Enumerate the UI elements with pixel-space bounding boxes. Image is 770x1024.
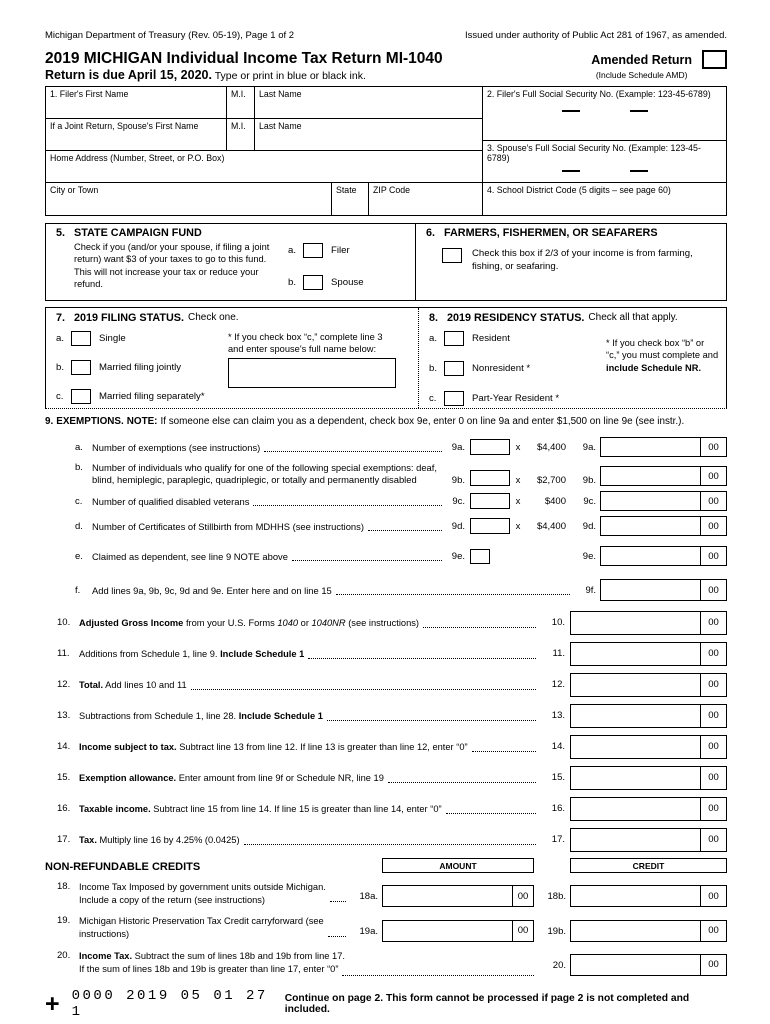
line-14-text: Subtract line 13 from line 12. If line 13 is greater than line 12, enter “0” (176, 741, 468, 752)
line-9d-label: Number of Certificates of Stillbirth from MDHHS (see instructions) (92, 520, 364, 532)
line-9a-tag: 9a. (451, 441, 465, 453)
line-9c-amount-field[interactable] (600, 491, 700, 511)
line-12-text: Add lines 10 and 11 (103, 679, 187, 690)
line-9a-letter: a. (75, 441, 83, 453)
campaign-spouse-label: Spouse (331, 277, 364, 288)
amount-column-header: AMOUNT (382, 858, 534, 873)
zip-label: ZIP Code (373, 185, 411, 195)
filer-ssn-label: 2. Filer's Full Social Security No. (Example: 123-45-6789) (487, 89, 711, 99)
filer-last-name-field[interactable] (255, 87, 482, 118)
form-barcode-number: 0000 2019 05 01 27 1 (71, 987, 268, 1020)
dotted-leader (336, 585, 570, 595)
line-9a-tag2: 9a. (582, 441, 596, 453)
spouse-mi-field[interactable] (227, 119, 255, 150)
line-10-number: 10. (57, 617, 71, 629)
line-13-amount-field[interactable] (570, 704, 700, 728)
section-filing-status (46, 308, 418, 408)
line-16-amount-field[interactable] (570, 797, 700, 821)
farmers-checkbox[interactable] (442, 248, 462, 263)
line-9b-row (45, 462, 727, 486)
identity-table (45, 86, 727, 216)
line-19a-tag: 19a. (359, 925, 378, 937)
line-10-bold: Adjusted Gross Income (79, 617, 184, 628)
line-9d-cents: 00 (700, 516, 727, 536)
campaign-filer-letter: a. (288, 245, 297, 256)
line-20-row (45, 950, 727, 976)
line-9c-tag: 9c. (452, 495, 465, 507)
school-district-code-field[interactable] (483, 183, 726, 215)
line-10-text3: (see instructions) (345, 617, 419, 628)
line-9f-label: Add lines 9a, 9b, 9c, 9d and 9e. Enter here and on line 15 (92, 584, 332, 596)
filer-mi-field[interactable] (227, 87, 255, 118)
residency-note-bold: include Schedule NR. (606, 362, 702, 373)
line-9d-count-field[interactable] (470, 518, 510, 534)
ssn-dash (562, 110, 580, 112)
line-20-label (79, 950, 538, 976)
line-9d-amount-field[interactable] (600, 516, 700, 536)
filer-first-name-label: 1. Filer's First Name (50, 89, 129, 99)
line-11-tag: 11. (552, 648, 565, 660)
line-15-text: Enter amount from line 9f or Schedule NR, line 19 (176, 772, 384, 783)
spouse-full-name-entry-box[interactable] (228, 358, 396, 388)
top-meta-row (45, 30, 727, 41)
spouse-mi-label: M.I. (231, 121, 246, 131)
line-20-cents: 00 (700, 954, 727, 976)
line-13-row (45, 700, 727, 731)
sections-7-8 (45, 307, 727, 409)
line-11-amount-field[interactable] (570, 642, 700, 666)
residency-note-text: * If you check box “b” or “c,” you must complete and (606, 338, 719, 361)
line-13-text: Subtractions from Schedule 1, line 28. (79, 710, 239, 721)
spouse-ssn-label: 3. Spouse's Full Social Security No. (Example: 123-45-6789) (487, 143, 701, 163)
dotted-leader (191, 680, 536, 690)
line-9e-cents: 00 (700, 546, 727, 566)
campaign-filer-checkbox[interactable] (303, 243, 323, 258)
dotted-leader (308, 649, 536, 659)
line-18-text2: Include a copy of the return (see instructions) (79, 895, 266, 906)
line-20-bold: Income Tax. (79, 950, 133, 961)
line-12-number: 12. (57, 679, 71, 691)
line-9f-letter: f. (75, 584, 81, 596)
line-10-text2: or (298, 617, 312, 628)
line-9d-value: $4,400 (536, 520, 566, 532)
line-20-tag: 20. (552, 959, 566, 971)
section8-subtitle: Check all that apply. (588, 312, 678, 323)
line-15-amount-field[interactable] (570, 766, 700, 790)
section6-body-text: Check this box if 2/3 of your income is from farming, fishing, or seafaring. (472, 248, 693, 272)
line-9c-tag2: 9c. (583, 495, 596, 507)
school-district-label: 4. School District Code (5 digits – see page 60) (487, 185, 671, 195)
amended-return-label: Amended Return (591, 52, 692, 67)
line-16-number: 16. (57, 803, 71, 815)
line-18a-amount-field[interactable] (382, 885, 512, 907)
line-20-text2: If the sum of lines 18b and 19b is greater than line 17, enter “0” (79, 963, 339, 974)
claimed-as-dependent-checkbox[interactable] (470, 549, 490, 564)
campaign-filer-label: Filer (331, 245, 350, 256)
line-9a-multiplier: x (515, 441, 521, 453)
zip-field[interactable] (369, 183, 482, 215)
filing-b-letter: b. (56, 362, 65, 373)
line-19a-cents: 00 (512, 920, 534, 942)
filing-married-separate-checkbox[interactable] (71, 389, 91, 404)
line-9c-row (45, 491, 727, 511)
credits-section-title: NON-REFUNDABLE CREDITS (45, 861, 201, 874)
line-14-bold: Income subject to tax. (79, 741, 177, 752)
line-19a-amount-field[interactable] (382, 920, 512, 942)
line-18-row (45, 881, 727, 907)
line-10-italic2: 1040NR (311, 617, 346, 628)
line-9e-tag: 9e. (451, 550, 465, 562)
amended-return-block (591, 50, 727, 80)
line-19-number: 19. (57, 915, 71, 927)
line-17-bold: Tax. (79, 834, 97, 845)
line-9b-cents: 00 (700, 466, 727, 486)
section6-title: FARMERS, FISHERMEN, OR SEAFARERS (444, 227, 658, 239)
line-14-cents: 00 (700, 735, 727, 759)
line-9c-letter: c. (75, 495, 83, 507)
line-9f-cents: 00 (700, 579, 727, 601)
line-9e-row (45, 546, 727, 566)
spouse-ssn-dashes (487, 170, 722, 172)
amended-return-sub: (Include Schedule AMD) (595, 70, 688, 80)
line-10-italic1: 1040 (277, 617, 299, 628)
line-18-text1: Income Tax Imposed by government units outside Michigan. (79, 882, 326, 893)
line-9c-value: $400 (544, 495, 566, 507)
line-18b-tag: 18b. (547, 891, 566, 903)
line-9a-amount-field[interactable] (600, 437, 700, 457)
page-title: 2019 MICHIGAN Individual Income Tax Return MI-1040 (45, 50, 443, 67)
section5-number: 5. (56, 227, 66, 239)
section7-subtitle: Check one. (188, 312, 239, 323)
residency-b-letter: b. (429, 363, 438, 374)
line-9a-label: Number of exemptions (see instructions) (92, 441, 261, 453)
page-footer (45, 988, 727, 1020)
line-20-text1: Subtract the sum of lines 18b and 19b from line 17. (132, 950, 345, 961)
line-18b-cents: 00 (700, 885, 727, 907)
dotted-leader (253, 496, 442, 506)
filing-status-note-area (228, 331, 398, 418)
residency-nonresident-label: Nonresident * (472, 363, 531, 374)
spouse-last-name-field[interactable] (255, 119, 482, 150)
dotted-leader (342, 966, 534, 976)
line-17-amount-field[interactable] (570, 828, 700, 852)
line-17-text: Multiply line 16 by 4.25% (0.0425) (96, 834, 240, 845)
line-10-tag: 10. (551, 617, 565, 629)
due-date-rest: Type or print in blue or black ink. (214, 70, 366, 82)
filing-married-joint-checkbox[interactable] (71, 360, 91, 375)
filer-ssn-dashes (487, 110, 722, 112)
line-15-label (79, 773, 384, 783)
dotted-leader (423, 618, 536, 628)
section9-note-label: NOTE: (126, 416, 158, 427)
line-13-tag: 13. (551, 710, 565, 722)
line-18-number: 18. (57, 881, 71, 893)
line-12-bold: Total. (79, 679, 104, 690)
section7-number: 7. (56, 312, 66, 324)
section8-number: 8. (429, 312, 439, 324)
line-9a-value: $4,400 (536, 441, 566, 453)
residency-resident-label: Resident (472, 333, 510, 344)
section5-title: STATE CAMPAIGN FUND (74, 227, 202, 239)
continue-note: Continue on page 2. This form cannot be processed if page 2 is not completed and included. (284, 992, 690, 1015)
identity-right (482, 87, 726, 215)
line-9f-amount-field[interactable] (600, 579, 700, 601)
line-10-label (79, 618, 419, 628)
line-9c-cents: 00 (700, 491, 727, 511)
residency-options (429, 331, 606, 421)
line-9e-tag2: 9e. (582, 550, 596, 562)
spouse-last-name-label: Last Name (259, 121, 302, 131)
line-15-number: 15. (57, 772, 71, 784)
section8-title: 2019 RESIDENCY STATUS. (447, 312, 585, 324)
line-19-row (45, 915, 727, 941)
dotted-leader (330, 892, 346, 902)
filer-first-name-field[interactable] (46, 87, 227, 118)
due-date-bold: Return is due April 15, 2020. (45, 68, 212, 82)
line-14-amount-field[interactable] (570, 735, 700, 759)
line-9b-letter: b. (75, 462, 83, 473)
due-date-line (45, 68, 443, 82)
city-label: City or Town (50, 185, 99, 195)
ssn-dash (562, 170, 580, 172)
line-9d-multiplier: x (515, 520, 521, 532)
line-9c-label: Number of qualified disabled veterans (92, 495, 250, 507)
line-11-label (79, 649, 304, 659)
campaign-spouse-checkbox[interactable] (303, 275, 323, 290)
filing-married-joint-label: Married filing jointly (99, 362, 182, 373)
line-9e-amount-field[interactable] (600, 546, 700, 566)
title-row (45, 50, 727, 82)
home-address-field[interactable] (46, 151, 482, 182)
dotted-leader (264, 442, 442, 452)
filing-c-letter: c. (56, 391, 64, 402)
section6-number: 6. (426, 227, 436, 239)
section5-body-text: Check if you (and/or your spouse, if filing a joint return) want $3 of your taxes to go to this fund. This will not increase your tax or reduce your refund. (74, 242, 270, 289)
line-12-label (79, 680, 187, 690)
line-20-number: 20. (57, 949, 71, 961)
line-17-cents: 00 (700, 828, 727, 852)
campaign-spouse-letter: b. (288, 277, 297, 288)
line-15-tag: 15. (551, 772, 565, 784)
section9-note: If someone else can claim you as a dependent, check box 9e, enter 0 on line 9a and enter $1,500 on line 9e (see instr.). (160, 416, 685, 427)
city-field[interactable] (46, 183, 332, 215)
dotted-leader (244, 835, 536, 845)
line-16-tag: 16. (551, 803, 565, 815)
campaign-checkboxes (288, 243, 364, 290)
line-9a-cents: 00 (700, 437, 727, 457)
line-9b-multiplier: x (515, 475, 521, 487)
line-11-bold: Include Schedule 1 (220, 648, 305, 659)
line-17-label (79, 835, 240, 845)
line-19b-tag: 19b. (547, 925, 566, 937)
line-14-row (45, 731, 727, 762)
line-9a-row (45, 437, 727, 457)
line-14-number: 14. (57, 741, 71, 753)
line-15-bold: Exemption allowance. (79, 772, 177, 783)
section9-title: EXEMPTIONS. (56, 416, 124, 427)
ssn-dash (630, 170, 648, 172)
line-12-cents: 00 (700, 673, 727, 697)
dotted-leader (327, 711, 536, 721)
line-12-tag: 12. (551, 679, 565, 691)
credit-column-header: CREDIT (570, 858, 727, 873)
line-10-text: from your U.S. Forms (183, 617, 278, 628)
credits-header-row (45, 858, 727, 873)
state-label: State (336, 185, 357, 195)
line-15-row (45, 762, 727, 793)
home-address-label: Home Address (Number, Street, or P.O. Box) (50, 153, 225, 163)
line-13-number: 13. (57, 710, 71, 722)
line-10-amount-field[interactable] (570, 611, 700, 635)
section-residency-status (418, 308, 726, 408)
residency-partyear-label: Part-Year Resident * (472, 393, 560, 404)
line-9f-row (45, 579, 727, 601)
filing-single-label: Single (99, 333, 126, 344)
line-18a-cents: 00 (512, 885, 534, 907)
line-9e-label: Claimed as dependent, see line 9 NOTE above (92, 550, 288, 562)
line-9b-tag2: 9b. (582, 475, 596, 487)
dotted-leader (368, 521, 442, 531)
dotted-leader (472, 742, 536, 752)
line-9a-count-field[interactable] (470, 439, 510, 455)
filer-mi-label: M.I. (231, 89, 246, 99)
filer-ssn-field[interactable] (483, 87, 726, 141)
residency-resident-checkbox[interactable] (444, 331, 464, 346)
exemptions-header (45, 416, 727, 427)
filing-married-separate-label: Married filing separately* (99, 391, 205, 402)
line-16-text: Subtract line 15 from line 14. If line 15 is greater than line 14, enter “0” (150, 803, 442, 814)
authority-line: Issued under authority of Public Act 281 of 1967, as amended. (465, 30, 727, 41)
line-12-row (45, 669, 727, 700)
section9-number: 9. (45, 416, 54, 427)
section-farmers-fishermen-seafarers (415, 224, 726, 300)
line-10-cents: 00 (700, 611, 727, 635)
line-11-text: Additions from Schedule 1, line 9. (79, 648, 221, 659)
ssn-dash (630, 110, 648, 112)
dotted-leader (292, 551, 442, 561)
identity-left (46, 87, 482, 215)
line-20-credit-field[interactable] (570, 954, 700, 976)
line-19b-cents: 00 (700, 920, 727, 942)
line-9b-count-field[interactable] (470, 470, 510, 486)
sections-5-6 (45, 223, 727, 301)
filer-last-name-label: Last Name (259, 89, 302, 99)
line-19b-credit-field[interactable] (570, 920, 700, 942)
filing-single-checkbox[interactable] (71, 331, 91, 346)
residency-a-letter: a. (429, 333, 438, 344)
line-13-bold: Include Schedule 1 (238, 710, 323, 721)
amended-return-checkbox[interactable] (702, 50, 727, 69)
section7-title: 2019 FILING STATUS. (74, 312, 184, 324)
line-17-row (45, 824, 727, 855)
line-19-text2: instructions) (79, 929, 130, 940)
line-18-label (79, 881, 326, 907)
line-18a-tag: 18a. (359, 891, 378, 903)
line-12-amount-field[interactable] (570, 673, 700, 697)
line-15-cents: 00 (700, 766, 727, 790)
filing-status-note: * If you check box “c,” complete line 3 and enter spouse's full name below: (228, 332, 383, 355)
line-16-label (79, 804, 442, 814)
line-9b-label: Number of individuals who qualify for one of the following special exemptions: deaf, blind, hemiplegic, paraplegic, quadriplegic, or totally and permanently disabled (92, 462, 437, 486)
treasury-rev-line: Michigan Department of Treasury (Rev. 05-19), Page 1 of 2 (45, 30, 295, 41)
line-18b-credit-field[interactable] (570, 885, 700, 907)
line-9d-tag2: 9d. (582, 520, 596, 532)
line-16-bold: Taxable income. (79, 803, 151, 814)
dotted-leader (446, 804, 536, 814)
spouse-first-name-label: If a Joint Return, Spouse's First Name (50, 121, 199, 131)
line-9b-value: $2,700 (536, 475, 566, 487)
line-9b-amount-field[interactable] (600, 466, 700, 486)
dotted-leader (328, 927, 346, 937)
line-14-tag: 14. (551, 741, 565, 753)
residency-note (606, 337, 720, 421)
section-state-campaign-fund (46, 224, 415, 300)
line-19-label (79, 915, 324, 941)
line-10-row (45, 607, 727, 638)
line-9d-tag: 9d. (451, 520, 465, 532)
line-9e-letter: e. (75, 550, 83, 562)
line-9f-tag: 9f. (585, 584, 596, 596)
filing-status-options (56, 331, 228, 418)
line-17-tag: 17. (551, 834, 565, 846)
residency-nonresident-checkbox[interactable] (444, 361, 464, 376)
line-19-text1: Michigan Historic Preservation Tax Credit carryforward (see (79, 916, 324, 927)
line-9c-multiplier: x (515, 495, 521, 507)
line-9c-count-field[interactable] (470, 493, 510, 509)
residency-c-letter: c. (429, 393, 437, 404)
spouse-first-name-field[interactable] (46, 119, 227, 150)
line-11-row (45, 638, 727, 669)
line-17-number: 17. (57, 834, 71, 846)
line-11-number: 11. (57, 648, 70, 660)
line-11-cents: 00 (700, 642, 727, 666)
line-16-cents: 00 (700, 797, 727, 821)
state-field[interactable] (332, 183, 369, 215)
line-13-label (79, 711, 323, 721)
dotted-leader (388, 773, 536, 783)
line-9b-tag: 9b. (451, 475, 465, 487)
registration-plus-mark: + (45, 989, 60, 1018)
line-9d-letter: d. (75, 520, 83, 532)
line-13-cents: 00 (700, 704, 727, 728)
line-9d-row (45, 516, 727, 536)
spouse-ssn-field[interactable] (483, 141, 726, 183)
line-14-label (79, 742, 468, 752)
filing-a-letter: a. (56, 333, 65, 344)
residency-partyear-checkbox[interactable] (444, 391, 464, 406)
line-16-row (45, 793, 727, 824)
